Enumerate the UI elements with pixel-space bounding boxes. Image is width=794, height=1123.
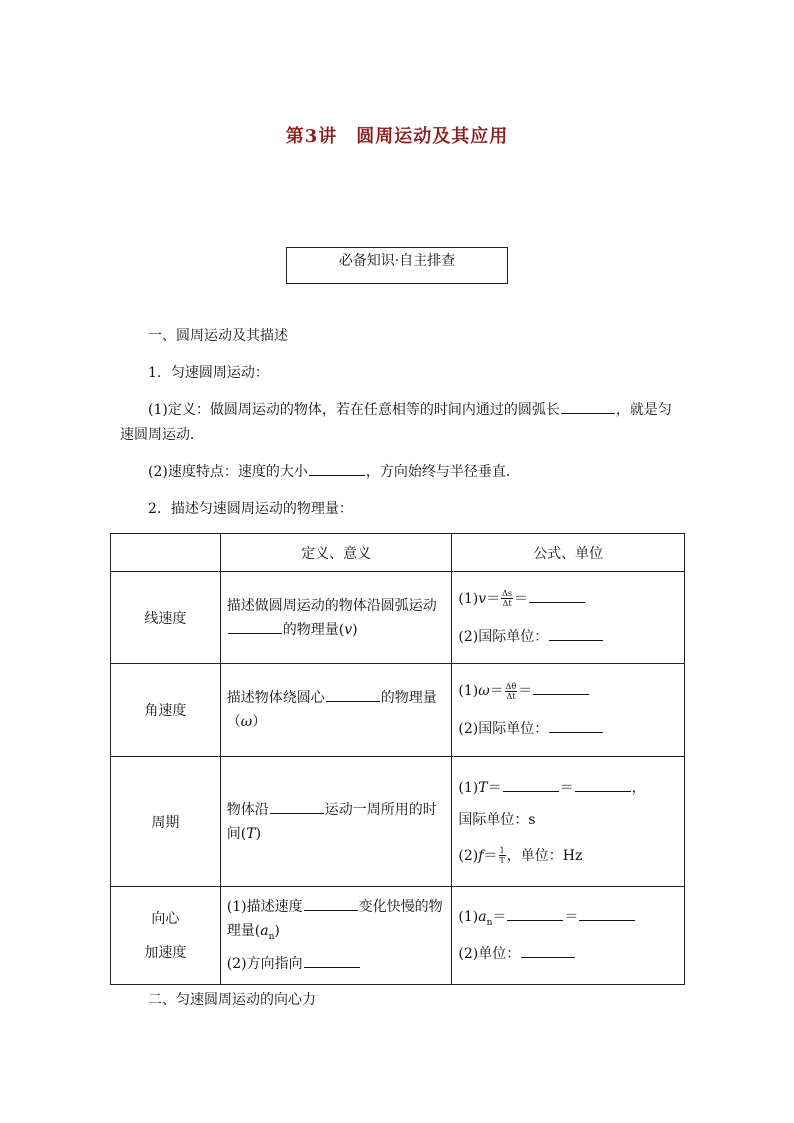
item-1: 1．匀速圆周运动：: [148, 365, 269, 381]
period-frac-num: 1: [499, 846, 505, 855]
period-f2-prefix: (2): [458, 847, 479, 864]
page-title: 第3讲 圆周运动及其应用: [285, 126, 509, 147]
linear-unit-label: (2)国际单位：: [458, 628, 549, 645]
speed-feature-text-end: ，方向始终与半径垂直．: [365, 464, 520, 480]
centripetal-f1-eq: ＝: [492, 908, 507, 925]
angular-definition: [220, 664, 452, 757]
linear-f1-eq2: ＝: [514, 590, 529, 607]
linear-f1-eq: ＝: [486, 590, 501, 607]
heading-1: 一、圆周运动及其描述: [148, 328, 288, 344]
linear-definition: [220, 572, 452, 664]
angular-f1-eq2: ＝: [518, 683, 533, 699]
centripetal-formula-line-2: [458, 943, 678, 965]
angular-frac-num: Δθ: [505, 681, 517, 691]
period-def-open: 间(: [226, 825, 247, 842]
period-f1-eq: ＝: [487, 779, 502, 796]
angular-def-var: ω: [240, 714, 253, 730]
period-formula-line-3: [458, 845, 678, 867]
angular-formula-line-1: [458, 680, 678, 702]
row-name-centripetal: [111, 887, 221, 985]
linear-def-var: v: [344, 621, 353, 638]
centripetal-f1-prefix: (1): [458, 908, 479, 925]
angular-def-text-a: 描述物体绕圆心: [226, 690, 325, 706]
centripetal-def-open: 理量(: [226, 922, 261, 939]
table-row-angular-velocity: [111, 664, 685, 757]
blank-angular-formula: [533, 693, 589, 695]
angular-unit-label: (2)国际单位：: [458, 721, 549, 737]
period-def-close: ): [255, 825, 262, 842]
linear-def-line-2: [227, 619, 446, 641]
angular-def-line-1: [227, 687, 446, 709]
centripetal-definition: [220, 887, 452, 985]
centripetal-direction-text: (2)方向指向: [226, 956, 303, 973]
period-formula-line-1: [458, 777, 678, 799]
speed-feature-text: (2)速度特点：速度的大小: [148, 464, 308, 480]
heading-2: 二、匀速圆周运动的向心力: [148, 992, 316, 1008]
centripetal-def-text-a: (1)描述速度: [226, 898, 303, 915]
angular-formula: [452, 664, 685, 757]
period-f1-eq2: ＝: [559, 779, 574, 796]
period-unit-line: 国际单位：s: [458, 811, 536, 828]
blank-period-formula-1: [503, 790, 559, 792]
period-def-var: T: [246, 825, 256, 842]
section-box-label: 必备知识·自主排查: [338, 253, 456, 269]
blank-centripetal-direction: [304, 966, 360, 968]
centripetal-f1-sub: n: [486, 917, 493, 928]
angular-f1-prefix: (1): [458, 683, 479, 699]
definition-line-1: [148, 400, 672, 420]
table-row-linear-velocity: [111, 572, 685, 664]
linear-f1-var: v: [478, 590, 487, 607]
period-def-text-b: 运动一周所用的时: [324, 801, 437, 818]
angular-formula-line-2: [458, 718, 678, 740]
period-def-line-1: [227, 799, 446, 821]
centripetal-name-2: 加速度: [144, 944, 187, 961]
table-header-row: [111, 534, 685, 572]
period-f1-prefix: (1): [458, 779, 479, 796]
header-empty: [111, 534, 221, 572]
linear-formula-line-1: [458, 588, 678, 610]
blank-speed-magnitude: [309, 474, 365, 476]
blank-angular-unit: [549, 731, 603, 733]
blank-arc-length: [561, 412, 615, 414]
period-def-line-2: [227, 823, 446, 845]
centripetal-def-close: ): [274, 922, 280, 939]
linear-frac-den: Δt: [502, 599, 512, 608]
linear-f1-prefix: (1): [458, 590, 479, 607]
blank-linear-formula: [529, 601, 585, 603]
centripetal-def-var: a: [260, 922, 269, 939]
angular-fraction: [505, 682, 518, 701]
row-name-period: 周期: [111, 757, 221, 887]
linear-formula-line-2: [458, 626, 678, 648]
blank-period-def: [270, 812, 324, 814]
period-f2-eq: ＝: [483, 847, 498, 864]
blank-period-formula-2: [575, 790, 631, 792]
table-row-centripetal-acceleration: [111, 887, 685, 985]
centripetal-def-sub: n: [268, 931, 275, 942]
definition-text-end: ，就是匀: [615, 402, 672, 418]
item-2: 2．描述匀速圆周运动的物理量：: [148, 501, 353, 517]
linear-formula: [452, 572, 685, 664]
period-definition: [220, 757, 452, 887]
centripetal-def-line-2: [227, 920, 446, 948]
angular-def-open: （: [226, 714, 241, 730]
blank-centripetal-unit: [521, 956, 575, 958]
blank-linear-unit: [549, 639, 603, 641]
centripetal-name-1: 向心: [151, 910, 180, 927]
blank-centripetal-def: [304, 909, 358, 911]
quantities-table: [110, 533, 685, 985]
period-f2-end: ，单位：Hz: [506, 847, 583, 864]
linear-frac-num: Δs: [502, 589, 513, 598]
period-formula: [452, 757, 685, 887]
speed-feature-line: [148, 462, 520, 482]
linear-fraction: [501, 589, 513, 608]
blank-angular-def: [326, 700, 380, 702]
definition-line-2: 速圆周运动．: [120, 427, 204, 443]
angular-f1-var: ω: [478, 683, 490, 699]
centripetal-unit-label: (2)单位：: [458, 946, 521, 963]
angular-frac-den: Δt: [506, 691, 516, 701]
linear-def-text: 的物理量(: [282, 621, 345, 638]
angular-f1-eq: ＝: [489, 683, 504, 699]
centripetal-def-line-3: [227, 953, 446, 975]
linear-def-line-1: 描述做圆周运动的物体沿圆弧运动: [226, 597, 437, 614]
centripetal-f1-eq2: ＝: [564, 908, 579, 925]
period-def-text-a: 物体沿: [226, 801, 269, 818]
centripetal-def-line-1: [227, 896, 446, 918]
linear-def-close: ): [352, 621, 358, 638]
angular-def-line-2: [227, 711, 446, 733]
row-name-linear: 线速度: [111, 572, 221, 664]
period-fraction: [498, 846, 505, 865]
period-f1-end: ，: [631, 779, 646, 796]
header-formula: 公式、单位: [452, 534, 685, 572]
period-f2-var: f: [478, 847, 484, 864]
centripetal-def-text-b: 变化快慢的物: [358, 898, 443, 915]
definition-text: (1)定义：做圆周运动的物体，若在任意相等的时间内通过的圆弧长: [148, 402, 560, 418]
angular-def-text-b: 的物理量: [380, 690, 437, 706]
section-box: [286, 247, 508, 284]
centripetal-f1-var: a: [478, 908, 487, 925]
angular-def-close: ）: [252, 714, 267, 730]
blank-centripetal-formula-1: [507, 919, 563, 921]
period-frac-den: T: [499, 856, 505, 865]
period-f1-var: T: [478, 779, 488, 796]
blank-linear-def: [228, 632, 282, 634]
table-row-period: [111, 757, 685, 887]
centripetal-formula-line-1: [458, 906, 678, 934]
blank-centripetal-formula-2: [579, 919, 635, 921]
header-definition: 定义、意义: [220, 534, 452, 572]
row-name-angular: 角速度: [111, 664, 221, 757]
centripetal-formula: [452, 887, 685, 985]
